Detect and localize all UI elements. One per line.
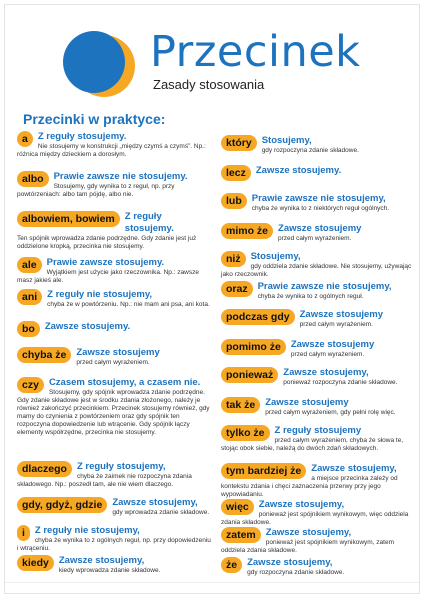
entry-note: przed całym wyrażeniem. (278, 235, 352, 242)
entry-albowiem (17, 211, 213, 251)
entry-zatem (221, 527, 413, 555)
entry-note: przed całym wyrażeniem, gdy pełni rolę więc. (265, 409, 396, 416)
entry-badge: oraz (221, 281, 253, 297)
entry-note: przed całym wyrażeniem, chyba że słowa te, stojąc obok siebie, należą do dwóch zdań składowych. (221, 437, 404, 452)
entry-note: gdy rozpoczyna zdanie składowe. (261, 147, 359, 154)
entry-note: ponieważ jest spójnikiem wynikowym, więc oddziela zdania składowe. (221, 511, 409, 526)
entry-rule: Zawsze stosujemy, (112, 497, 198, 508)
entry-note: a miejsce przecinka zależy od kontekstu zdania i chęci zaznaczenia przerwy przy jego wypowiadaniu. (221, 475, 398, 498)
entry-badge: chyba że (17, 347, 71, 363)
entry-note: chyba że zaimek nie rozpoczyna zdania składowego. Np.: poszedł tam, ale nie wiem dlaczego. (17, 473, 192, 488)
entry-rule: Stosujemy, (250, 251, 301, 262)
entry-wiec (221, 499, 413, 527)
entry-note: gdy rozpoczyna zdanie składowe. (247, 569, 345, 576)
entry-badge: mimo że (221, 223, 273, 239)
entry-badge: lub (221, 193, 247, 209)
entry-badge: lecz (221, 165, 251, 181)
entry-badge: czy (17, 377, 44, 393)
entry-badge: podczas gdy (221, 309, 295, 325)
entry-badge: gdy, gdyż, gdzie (17, 497, 107, 513)
entry-badge: albowiem, bowiem (17, 211, 120, 227)
entry-tylko-ze (221, 425, 413, 453)
entry-badge: bo (17, 321, 40, 337)
entry-badge: a (17, 131, 33, 147)
entry-poniewaz (221, 367, 413, 387)
entry-gdy (17, 497, 213, 517)
entry-rule: Z reguły stosujemy. (37, 131, 127, 142)
entry-rule: Z reguły stosujemy. (124, 211, 174, 234)
entry-rule: Zawsze stosujemy (265, 397, 349, 408)
entry-note: przed całym wyrażeniem. (290, 351, 365, 358)
entry-rule: Zawsze stosujemy, (265, 527, 352, 538)
entry-ani (17, 289, 213, 309)
entry-rule: Z reguły stosujemy, (76, 461, 166, 472)
entry-badge: zatem (221, 527, 261, 543)
entry-note: ponieważ rozpoczyna zdanie składowe. (283, 379, 398, 386)
entry-badge: że (221, 557, 242, 573)
entry-badge: i (17, 525, 30, 541)
entry-note: Ten spójnik wprowadza zdanie podrzędne. Gdy zdanie jest już oddzielone kropką, przecinka nie stosujemy. (17, 235, 197, 250)
entry-rule: Zawsze stosujemy, (258, 499, 345, 510)
entry-badge: więc (221, 499, 254, 515)
entry-note: chyba że wynika to z ogólnych reguł, np. przy dopowiedzeniu i wtrąceniu. (17, 537, 211, 552)
entry-tak-ze (221, 397, 413, 417)
entry-pomimo-ze (221, 339, 413, 359)
poster (4, 4, 420, 594)
entry-badge: ale (17, 257, 42, 273)
entry-badge: ani (17, 289, 42, 305)
entry-note: gdy oddziela zdanie składowe. Nie stosujemy, używając jako rzeczownik. (221, 263, 412, 278)
entry-note: Wyjątkiem jest użycie jako rzeczownika. Np.: zawsze masz jakieś ale. (17, 269, 199, 284)
footer-strip (5, 582, 419, 593)
entry-badge: pomimo że (221, 339, 286, 355)
entry-rule: Zawsze stosujemy, (58, 555, 145, 566)
entry-rule: Stosujemy, (261, 135, 312, 146)
entry-note: chyba że wynika to z ogólnych reguł. (257, 293, 364, 300)
entry-rule: Zawsze stosujemy, (247, 557, 333, 568)
entry-rule: Z reguły stosujemy (274, 425, 362, 436)
entry-podczas-gdy (221, 309, 413, 329)
entry-rule: Zawsze stosujemy. (44, 321, 131, 332)
entry-rule: Zawsze stosujemy (278, 223, 362, 234)
entry-badge: niż (221, 251, 246, 267)
entry-ze (221, 557, 413, 577)
comma-logo-icon (63, 31, 125, 93)
entry-ktory (221, 135, 413, 155)
section-title: Przecinki w praktyce: (23, 111, 166, 127)
entry-rule: Prawie zawsze nie stosujemy, (251, 193, 386, 204)
entry-rule: Prawie zawsze nie stosujemy. (53, 171, 188, 182)
entry-note: chyba że wynika to z niektórych reguł ogólnych. (251, 205, 390, 212)
entry-badge: tylko że (221, 425, 270, 441)
entry-badge: ponieważ (221, 367, 278, 383)
entry-rule: Z reguły nie stosujemy, (47, 289, 153, 300)
entry-badge: kiedy (17, 555, 54, 571)
entry-note: ponieważ jest spójnikiem wynikowym, zatem oddziela zdania składowe. (221, 539, 395, 554)
entry-mimo-ze (221, 223, 413, 243)
entry-rule: Z reguły nie stosujemy, (34, 525, 140, 536)
entry-badge: albo (17, 171, 49, 187)
entry-rule: Zawsze stosujemy (76, 347, 160, 358)
entry-niz (221, 251, 413, 279)
entry-lecz (221, 165, 413, 182)
entry-note: przed całym wyrażeniem. (76, 359, 150, 366)
entry-note: Stosujemy, gdy wynika to z reguł, np. przy powtórzeniach: albo tam pójdę, albo nie. (17, 183, 175, 198)
entry-note: gdy wprowadza zdanie składowe. (112, 509, 210, 516)
entry-badge: tak że (221, 397, 260, 413)
page-subtitle: Zasady stosowania (153, 77, 265, 92)
entry-rule: Zawsze stosujemy (290, 339, 375, 350)
entry-badge: tym bardziej że (221, 463, 306, 479)
entry-oraz (221, 281, 413, 301)
entry-kiedy (17, 555, 213, 575)
entry-a (17, 131, 213, 159)
entry-lub (221, 193, 413, 213)
entry-chyba-ze (17, 347, 213, 367)
entry-rule: Zawsze stosujemy, (283, 367, 369, 378)
entry-rule: Prawie zawsze nie stosujemy, (257, 281, 392, 292)
entry-note: Nie stosujemy w konstrukcji „między czymś a czymś”. Np.: różnica między dzieckiem a dorosłym. (17, 143, 206, 158)
entry-dlaczego (17, 461, 213, 489)
entry-badge: dlaczego (17, 461, 72, 477)
entry-rule: Zawsze stosujemy. (255, 165, 342, 176)
entry-rule: Czasem stosujemy, a czasem nie. (48, 377, 201, 388)
entry-ale (17, 257, 213, 285)
entry-badge: który (221, 135, 257, 151)
entry-rule: Prawie zawsze stosujemy. (46, 257, 165, 268)
entry-rule: Zawsze stosujemy, (311, 463, 397, 474)
page-title: Przecinek (150, 27, 361, 77)
entry-bo (17, 321, 213, 338)
entry-tym-bardziej-ze (221, 463, 413, 499)
entry-note: kiedy wprowadza zdanie składowe. (58, 567, 161, 574)
entry-note: przed całym wyrażeniem. (299, 321, 373, 328)
entry-note: chyba że w powtórzeniu. Np.: nie mam ani psa, ani kota. (47, 301, 210, 308)
entry-rule: Zawsze stosujemy (299, 309, 384, 320)
entry-albo (17, 171, 213, 199)
entry-i (17, 525, 213, 553)
entry-note: Stosujemy, gdy spójnik wprowadza zdanie podrzędne. Gdy zdanie składowe jest w środku zdania złożonego, należy je również zakończyć przecinkiem. Przecinek stosujemy również, gdy mamy do czynienia z powtórzeniem oraz gdy spójnik ten rozpoczyna dopowiedzenie lub wtrącenie. Gdy spójnik łączy elementy współrzędne, przecinka nie stosujemy. (17, 389, 210, 436)
entry-czy (17, 377, 213, 437)
